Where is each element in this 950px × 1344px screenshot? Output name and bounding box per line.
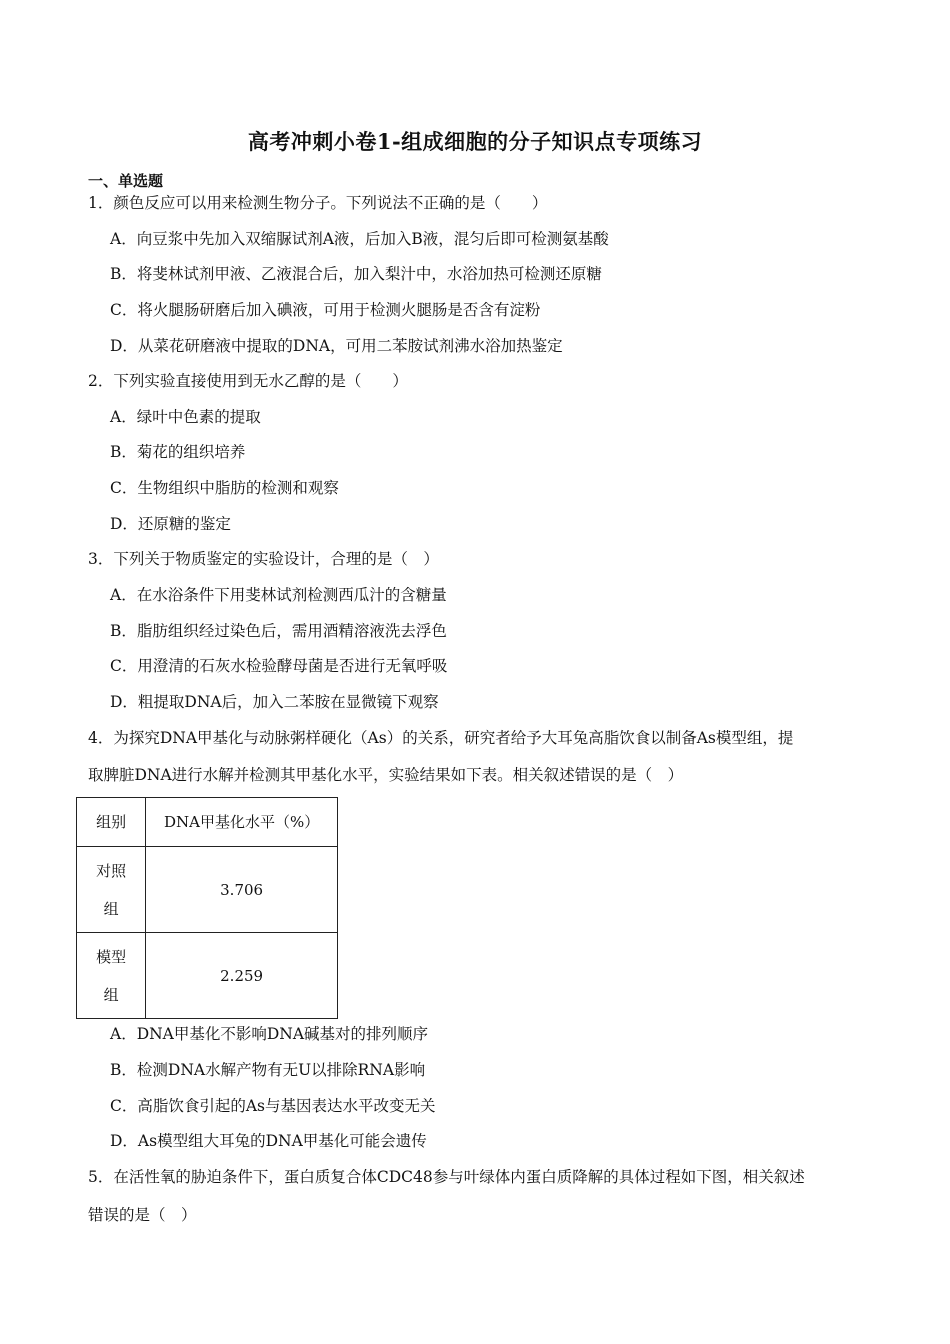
question-2-stem: 2．下列实验直接使用到无水乙醇的是（ ） <box>88 372 408 390</box>
table-cell-value: 3.706 <box>146 847 338 933</box>
question-1-option-c[interactable]: C．将火腿肠研磨后加入碘液，可用于检测火腿肠是否含有淀粉 <box>110 301 541 319</box>
question-2-option-c[interactable]: C．生物组织中脂肪的检测和观察 <box>110 479 339 497</box>
question-1-stem: 1．颜色反应可以用来检测生物分子。下列说法不正确的是（ ） <box>88 194 548 212</box>
question-2-option-a[interactable]: A．绿叶中色素的提取 <box>110 408 261 426</box>
table-cell-group-line: 对照 <box>96 861 127 880</box>
question-3-option-c[interactable]: C．用澄清的石灰水检验酵母菌是否进行无氧呼吸 <box>110 657 448 675</box>
question-4-option-c[interactable]: C．高脂饮食引起的As与基因表达水平改变无关 <box>110 1097 436 1115</box>
question-2-option-b[interactable]: B．菊花的组织培养 <box>110 443 246 461</box>
table-row <box>77 847 338 933</box>
table-header-cell: 组别 <box>77 798 146 847</box>
question-3-option-b[interactable]: B．脂肪组织经过染色后，需用酒精溶液洗去浮色 <box>110 622 447 640</box>
table-cell-group-line: 组 <box>103 899 119 918</box>
table-cell-value: 2.259 <box>146 933 338 1019</box>
question-4-option-a[interactable]: A．DNA甲基化不影响DNA碱基对的排列顺序 <box>110 1025 429 1043</box>
section-heading: 一、单选题 <box>88 172 164 190</box>
methylation-table <box>76 797 338 1019</box>
question-3-option-d[interactable]: D．粗提取DNA后，加入二苯胺在显微镜下观察 <box>110 693 439 711</box>
question-1-option-d[interactable]: D．从菜花研磨液中提取的DNA，可用二苯胺试剂沸水浴加热鉴定 <box>110 337 563 355</box>
question-1-option-a[interactable]: A．向豆浆中先加入双缩脲试剂A液，后加入B液，混匀后即可检测氨基酸 <box>110 230 609 248</box>
table-cell-group-line: 模型 <box>96 947 127 966</box>
question-4-stem-line-1: 4．为探究DNA甲基化与动脉粥样硬化（As）的关系，研究者给予大耳兔高脂饮食以制备As模型组，提 <box>88 729 794 747</box>
question-3-stem: 3．下列关于物质鉴定的实验设计，合理的是（ ） <box>88 550 439 568</box>
question-1-option-b[interactable]: B．将斐林试剂甲液、乙液混合后，加入梨汁中，水浴加热可检测还原糖 <box>110 265 602 283</box>
table-cell-group <box>77 847 146 933</box>
question-4-option-b[interactable]: B．检测DNA水解产物有无U以排除RNA影响 <box>110 1061 426 1079</box>
table-row <box>77 933 338 1019</box>
table-header-cell: DNA甲基化水平（%） <box>146 798 338 847</box>
table-cell-group <box>77 933 146 1019</box>
question-4-stem-line-2: 取脾脏DNA进行水解并检测其甲基化水平，实验结果如下表。相关叙述错误的是（ ） <box>88 766 684 784</box>
question-5-stem-line-2: 错误的是（ ） <box>88 1206 197 1224</box>
question-5-stem-line-1: 5．在活性氧的胁迫条件下，蛋白质复合体CDC48参与叶绿体内蛋白质降解的具体过程如下图，相关叙述 <box>88 1168 805 1186</box>
question-2-option-d[interactable]: D．还原糖的鉴定 <box>110 515 231 533</box>
page-title: 高考冲刺小卷1-组成细胞的分子知识点专项练习 <box>247 129 703 154</box>
question-3-option-a[interactable]: A．在水浴条件下用斐林试剂检测西瓜汁的含糖量 <box>110 586 447 604</box>
table-header-row <box>77 798 338 847</box>
table-cell-group-line: 组 <box>103 985 119 1004</box>
question-4-option-d[interactable]: D．As模型组大耳兔的DNA甲基化可能会遗传 <box>110 1132 427 1150</box>
